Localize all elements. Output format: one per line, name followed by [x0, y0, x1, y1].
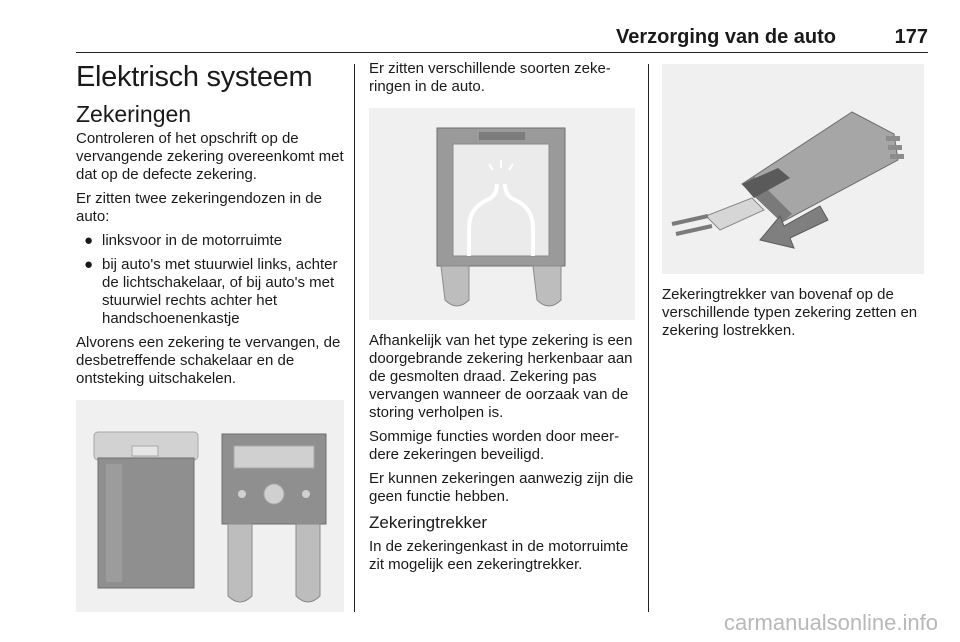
- subsection-heading: Zekeringtrekker: [369, 513, 488, 532]
- paragraph: Er zitten twee zekeringendozen in de auto:: [76, 190, 322, 225]
- column-divider-1: [354, 64, 355, 612]
- column-2: [369, 60, 635, 580]
- page-number: 177: [894, 26, 928, 48]
- bullet-icon: ●: [84, 256, 94, 273]
- subsection-heading: Zekeringen: [76, 101, 192, 127]
- paragraph: Afhankelijk van het type zekering is een doorgebrande zekering herkenbaar aan de gesmolten draad. Zekering pas vervangen wanneer de oorzaak van de storing verholpen is.: [369, 332, 633, 421]
- bullet-list: [76, 232, 344, 328]
- fuse-types-illustration: [76, 400, 344, 612]
- paragraph: Sommige functies worden door meerdere zekeringen beveiligd.: [369, 428, 620, 463]
- paragraph: Controleren of het opschrift op de vervangende zekering overeenkomt met dat op de defecte zekering.: [76, 130, 344, 183]
- figure-caption: Zekeringtrekker van bovenaf op de verschillende typen zekering zetten en zekering lostrekken.: [662, 286, 918, 339]
- paragraph: In de zekeringenkast in de motorruimte zit mogelijk een zekeringtrekker.: [369, 538, 629, 573]
- page-header: [76, 26, 928, 53]
- running-title: Verzorging van de auto: [615, 26, 836, 48]
- blown-fuse-illustration: [369, 108, 635, 320]
- paragraph: Er zitten verschillende soorten zekeringen in de auto.: [369, 60, 611, 95]
- list-item: ● bij auto's met stuurwiel links, achter de lichtschakelaar, of bij auto's met stuurwiel rechts achter het handschoenenkastje: [84, 256, 338, 327]
- paragraph: Er kunnen zekeringen aanwezig zijn die geen functie hebben.: [369, 470, 634, 505]
- watermark: carmanualsonline.info: [723, 610, 938, 635]
- fuse-puller-illustration: [662, 64, 924, 274]
- column-1: [76, 60, 344, 612]
- column-divider-2: [648, 64, 649, 612]
- paragraph: Alvorens een zekering te vervangen, de desbetreffende schakelaar en de ontsteking uitschakelen.: [76, 334, 341, 387]
- bullet-icon: ●: [84, 232, 94, 249]
- column-3: [662, 60, 924, 346]
- list-item: ● linksvoor in de motorruimte: [84, 232, 283, 249]
- section-heading: Elektrisch systeem: [76, 61, 313, 93]
